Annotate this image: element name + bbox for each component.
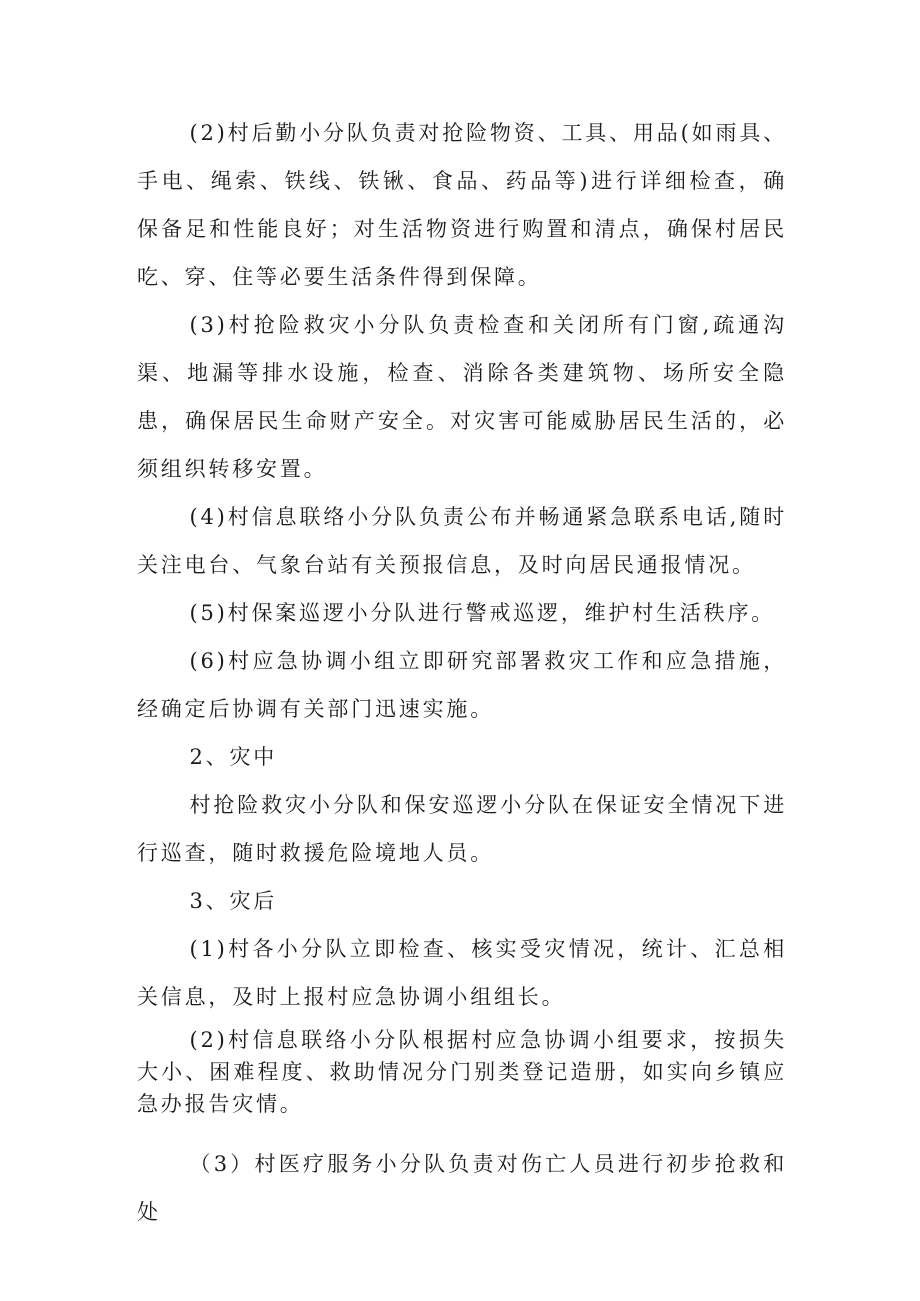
paragraph-patrol-team: (5)村保案巡逻小分队进行警戒巡逻，维护村生活秩序。 <box>189 601 776 625</box>
paragraph-logistics-team: (2)村后勤小分队负责对抢险物资、工具、用品(如雨具、手电、绳索、铁线、铁锹、食品、药品等)进行详细检查，确保备足和性能良好；对生活物资进行购置和清点，确保村居民吃、穿、住等必要生活条件得到保障。 <box>137 121 787 289</box>
paragraph-verify-damage: (1)村各小分队立即检查、核实受灾情况，统计、汇总相关信息，及时上报村应急协调小组组长。 <box>137 937 787 1009</box>
paragraph-medical-team: （3）村医疗服务小分队负责对伤亡人员进行初步抢救和处 <box>137 1152 787 1224</box>
section-heading-after-disaster: 3、灾后 <box>189 889 278 913</box>
paragraph-during-disaster: 村抢险救灾小分队和保安巡逻小分队在保证安全情况下进行巡查，随时救援危险境地人员。 <box>137 793 787 865</box>
paragraph-liaison-team: (4)村信息联络小分队负责公布并畅通紧急联系电话,随时关注电台、气象台站有关预报信息，及时向居民通报情况。 <box>137 505 787 577</box>
paragraph-rescue-team: (3)村抢险救灾小分队负责检查和关闭所有门窗,疏通沟渠、地漏等排水设施，检查、消除各类建筑物、场所安全隐患，确保居民生命财产安全。对灾害可能威胁居民生活的，必须组织转移安置。 <box>137 313 787 481</box>
paragraph-coordination-group: (6)村应急协调小组立即研究部署救灾工作和应急措施，经确定后协调有关部门迅速实施。 <box>137 649 787 721</box>
paragraph-register-losses: (2)村信息联络小分队根据村应急协调小组要求，按损失大小、困难程度、救助情况分门别类登记造册，如实向乡镇应急办报告灾情。 <box>137 1028 787 1116</box>
section-heading-during-disaster: 2、灾中 <box>189 745 278 769</box>
